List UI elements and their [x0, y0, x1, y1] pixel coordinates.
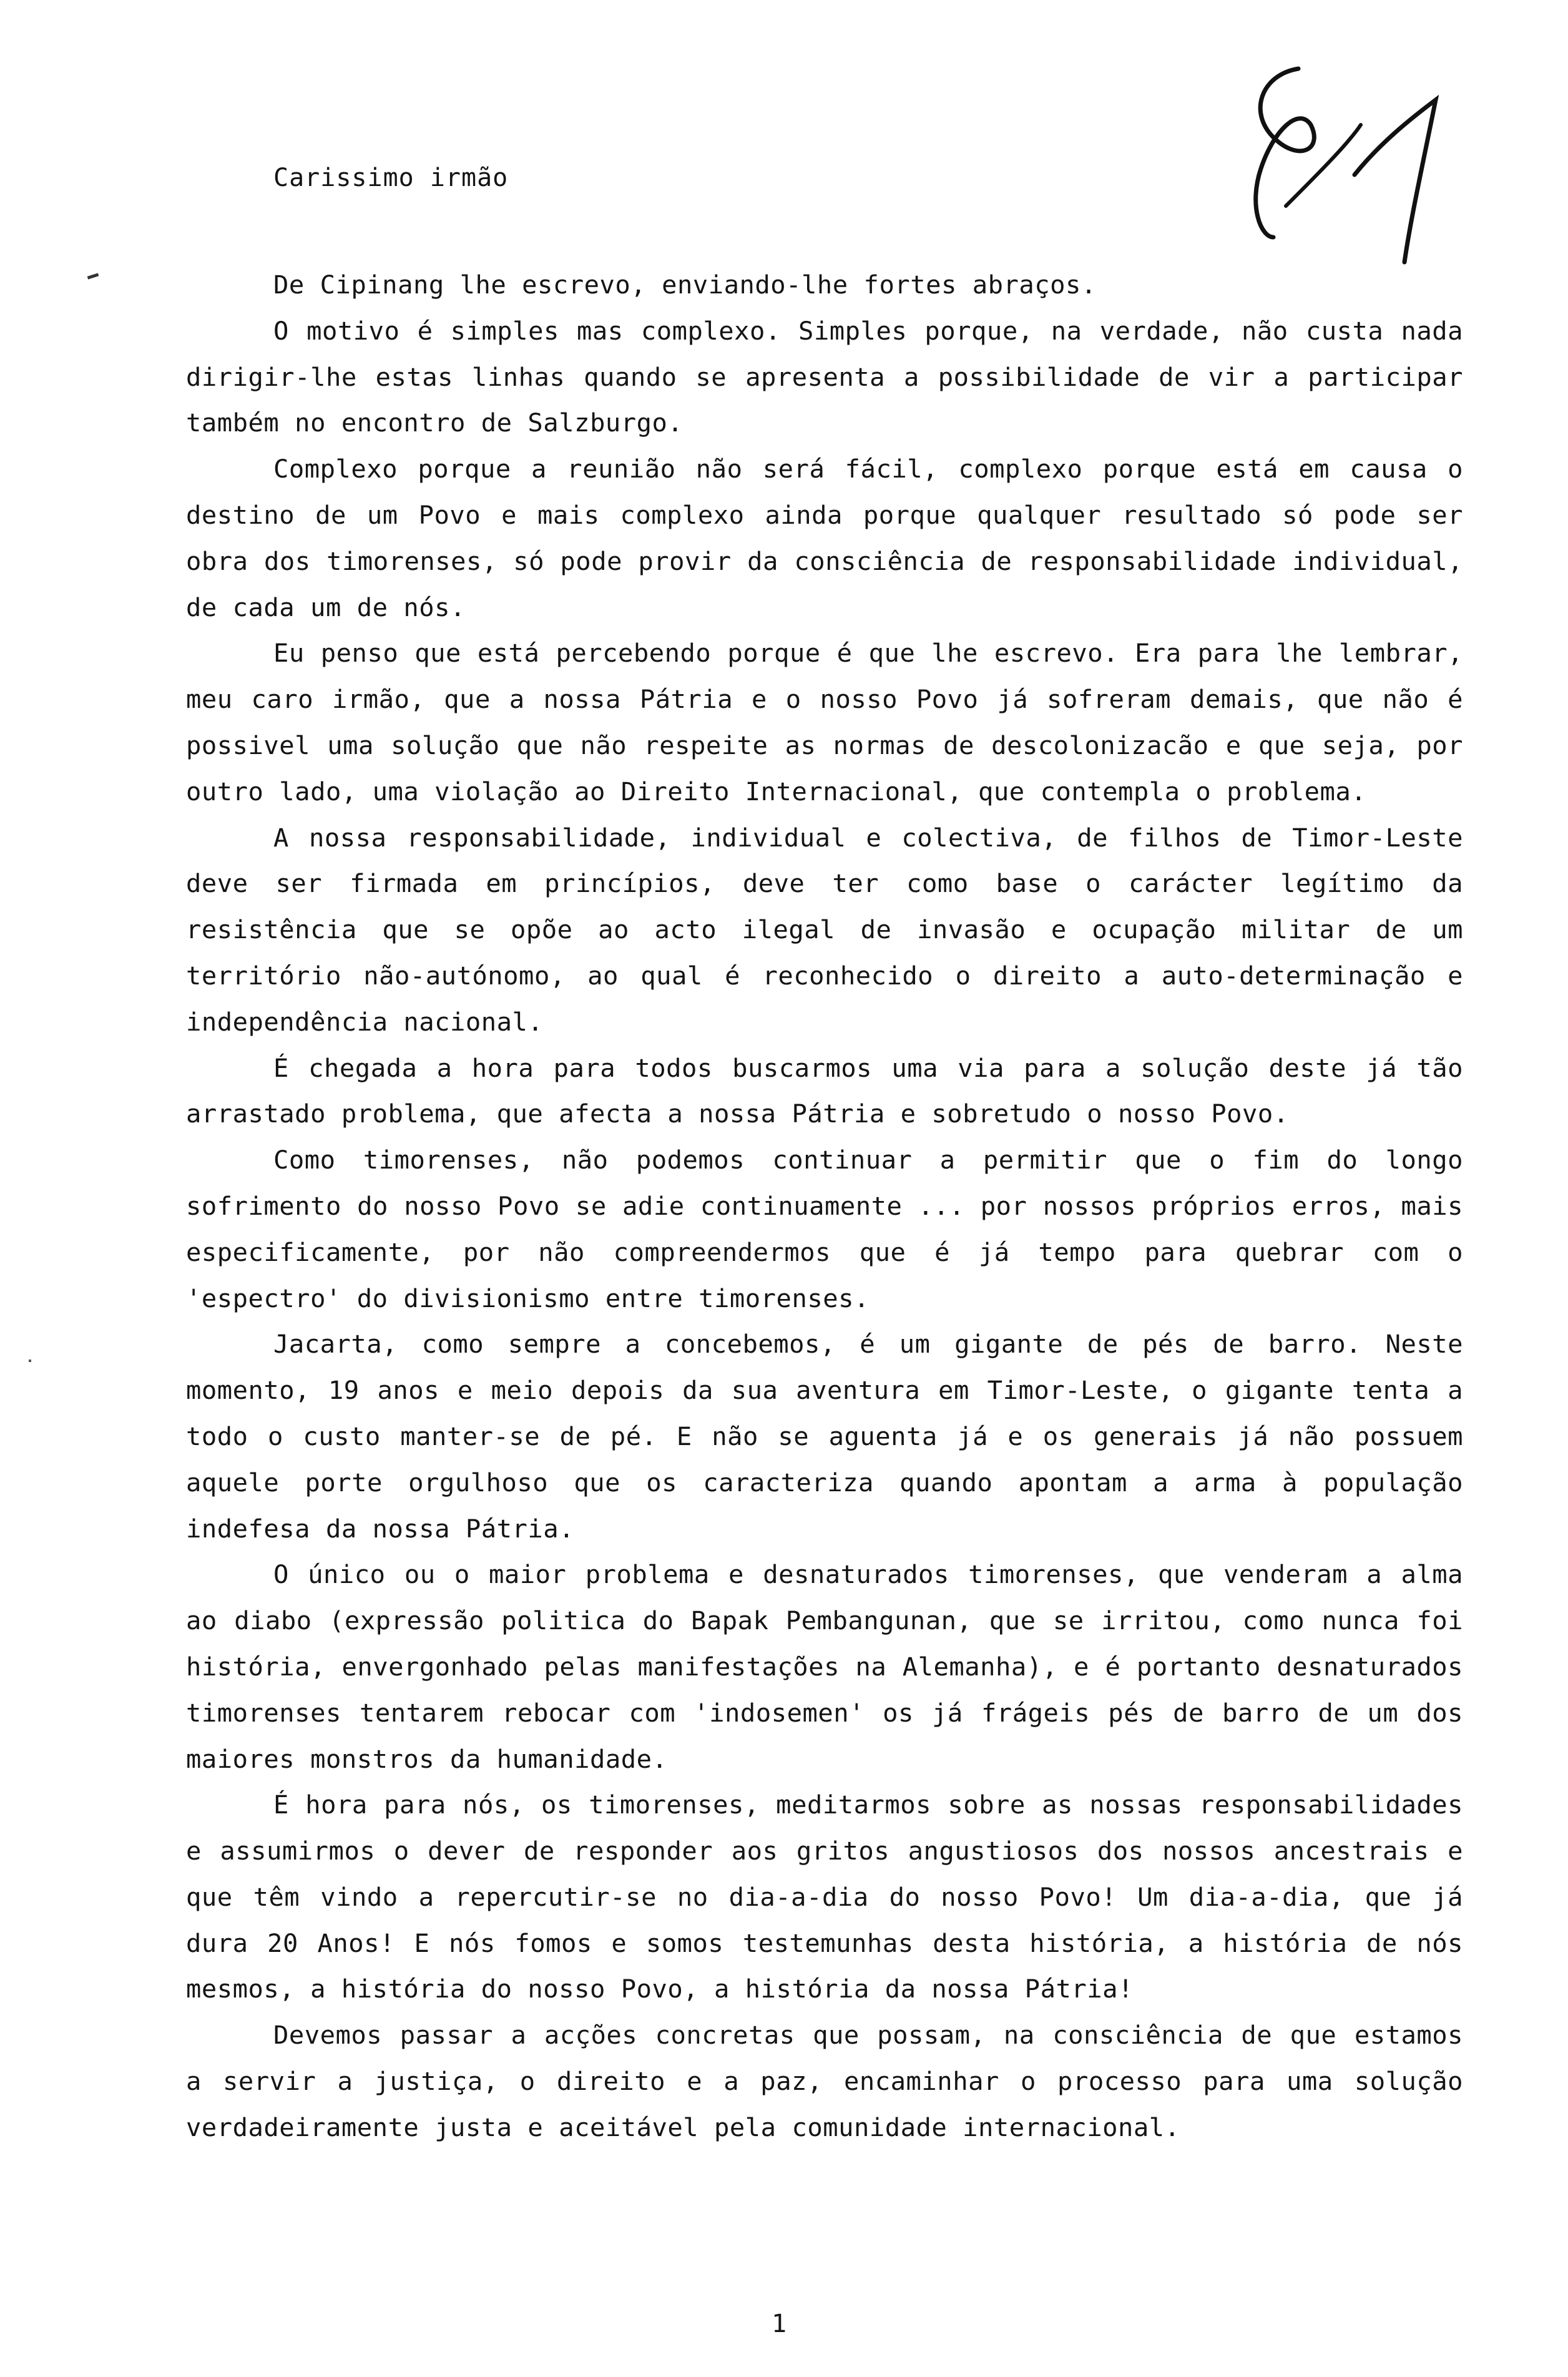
page-number: 1 [772, 2310, 787, 2338]
paragraph: De Cipinang lhe escrevo, enviando-lhe fortes abraços. [273, 270, 1097, 300]
salutation: Carissimo irmão [273, 164, 509, 192]
paragraph: Devemos passar a acções concretas que possam, na consciência de que estamos a servir a justiça, o direito e a paz, encaminhar o processo para uma solução verdadeiramente justa e aceitável pela comunidade internacional. [186, 2020, 1463, 2142]
paragraph: Jacarta, como sempre a concebemos, é um gigante de pés de barro. Neste momento, 19 anos e meio depois da sua aventura em Timor-Leste, o gigante tenta a todo o custo manter-se de pé. E não se aguenta já e os generais já não possuem aquele porte orgulhoso que os caracteriza quando apontam a arma à população indefesa da nossa Pátria. [186, 1329, 1463, 1544]
paragraph: Eu penso que está percebendo porque é que lhe escrevo. Era para lhe lembrar, meu caro irmão, que a nossa Pátria e o nosso Povo já sofreram demais, que não é possivel uma solução que não respeite as normas de descolonizacão e que seja, por outro lado, uma violação ao Direito Internacional, que contempla o problema. [186, 638, 1463, 806]
paragraph: É chegada a hora para todos buscarmos uma via para a solução deste já tão arrastado problema, que afecta a nossa Pátria e sobretudo o nosso Povo. [186, 1052, 1463, 1129]
paragraph: A nossa responsabilidade, individual e colectiva, de filhos de Timor-Leste deve ser firmada em princípios, deve ter como base o carácter legítimo da resistência que se opõe ao acto ilegal de invasão e ocupação militar de um território não-autónomo, ao qual é reconhecido o direito a auto-determinação e independência nacional. [186, 822, 1463, 1037]
letter-body [186, 262, 1463, 2151]
handwritten-page-number-mark [1223, 50, 1473, 275]
paragraph: Como timorenses, não podemos continuar a permitir que o fim do longo sofrimento do nosso Povo se adie continuamente ... por nossos próprios erros, mais especificamente, por não compreendermos que é já tempo para quebrar com o 'espectro' do divisionismo entre timorenses. [186, 1145, 1463, 1313]
margin-tick-mark [87, 273, 99, 279]
paragraph: O motivo é simples mas complexo. Simples porque, na verdade, não custa nada dirigir-lhe estas linhas quando se apresenta a possibilidade de vir a participar também no encontro de Salzburgo. [186, 315, 1463, 438]
margin-dot [29, 1360, 31, 1362]
paragraph: Complexo porque a reunião não será fácil, complexo porque está em causa o destino de um Povo e mais complexo ainda porque qualquer resultado só pode ser obra dos timorenses, só pode provir da consciência de responsabilidade individual, de cada um de nós. [186, 454, 1463, 622]
paragraph: O único ou o maior problema e desnaturados timorenses, que venderam a alma ao diabo (expressão politica do Bapak Pembangunan, que se irritou, como nunca foi história, envergonhado pelas manifestações na Alemanha), e é portanto desnaturados timorenses tentarem rebocar com 'indosemen' os já frágeis pés de barro de um dos maiores monstros da humanidade. [186, 1559, 1463, 1774]
paragraph: É hora para nós, os timorenses, meditarmos sobre as nossas responsabilidades e assumirmos o dever de responder aos gritos angustiosos dos nossos ancestrais e que têm vindo a repercutir-se no dia-a-dia do nosso Povo! Um dia-a-dia, que já dura 20 Anos! E nós fomos e somos testemunhas desta história, a história de nós mesmos, a história do nosso Povo, a história da nossa Pátria! [186, 1790, 1463, 2004]
